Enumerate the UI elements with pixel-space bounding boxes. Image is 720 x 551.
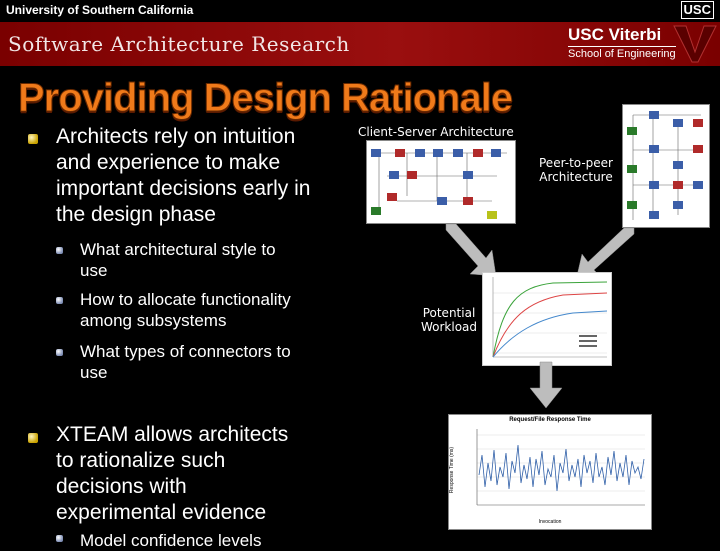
usc-logo: USC (681, 1, 714, 19)
top-bar (0, 0, 720, 22)
university-name: University of Southern California (6, 3, 194, 17)
sub-bullet-text (80, 289, 291, 331)
bullet-line: experimental evidence (56, 501, 267, 524)
sub-bullet-text (80, 239, 276, 281)
bullet-line: decisions with (56, 475, 187, 498)
viterbi-name: USC Viterbi (568, 25, 662, 44)
workload-curves (483, 273, 611, 365)
sub-bullet-icon (56, 247, 63, 254)
workload-caption-line: Potential (422, 306, 476, 320)
slide-title: Providing Design Rationale (18, 76, 513, 120)
client-server-diagram (366, 140, 516, 224)
workload-caption-line: Workload (420, 320, 478, 334)
response-chart-title: Request/File Response Time (509, 417, 591, 423)
workload-chart (482, 272, 612, 366)
bullet-text (56, 124, 310, 228)
bullet-line: important decisions early in (56, 177, 311, 200)
client-server-caption: Client-Server Architecture (358, 125, 514, 139)
bullet-line: and experience to make (56, 151, 281, 174)
sub-bullet-line: What architectural style to (80, 240, 276, 259)
arrow-down-icon (528, 360, 564, 410)
banner-title: Software Architecture Research (8, 32, 350, 56)
p2p-caption (530, 156, 622, 184)
sub-bullet-icon (56, 297, 63, 304)
sub-bullet-icon (56, 349, 63, 356)
response-time-plot (449, 415, 651, 529)
viterbi-v-icon (672, 24, 718, 64)
bullet-text (56, 422, 288, 526)
bullet-line: XTEAM allows architects (56, 423, 289, 446)
bullet-line: Architects rely on intuition (56, 125, 296, 148)
header-banner (0, 22, 720, 66)
p2p-diagram (622, 104, 710, 228)
sub-bullet-text (80, 341, 291, 383)
p2p-graph (623, 105, 709, 227)
viterbi-school: School of Engineering (568, 48, 676, 60)
p2p-caption-line: Architecture (539, 170, 613, 184)
sub-bullet-icon (56, 535, 63, 542)
client-server-graph (367, 141, 515, 223)
response-chart-ylabel: Response Time (ms) (449, 446, 456, 494)
sub-bullet-line: use (80, 363, 108, 382)
bullet-icon (28, 134, 38, 144)
bullet-line: to rationalize such (56, 449, 226, 472)
bullet-icon (28, 433, 38, 443)
viterbi-logo (568, 25, 676, 60)
bullet-line: the design phase (56, 203, 216, 226)
sub-bullet-line: among subsystems (80, 311, 227, 330)
sub-bullet-line: What types of connectors to (80, 342, 291, 361)
p2p-caption-line: Peer-to-peer (539, 156, 613, 170)
sub-bullet-text-cut: Model confidence levels (80, 531, 262, 550)
workload-caption (414, 306, 484, 334)
sub-bullet-line: use (80, 261, 108, 280)
sub-bullet-line: How to allocate functionality (80, 290, 291, 309)
response-chart-xlabel: Invocation (538, 519, 562, 525)
response-time-chart (448, 414, 652, 530)
